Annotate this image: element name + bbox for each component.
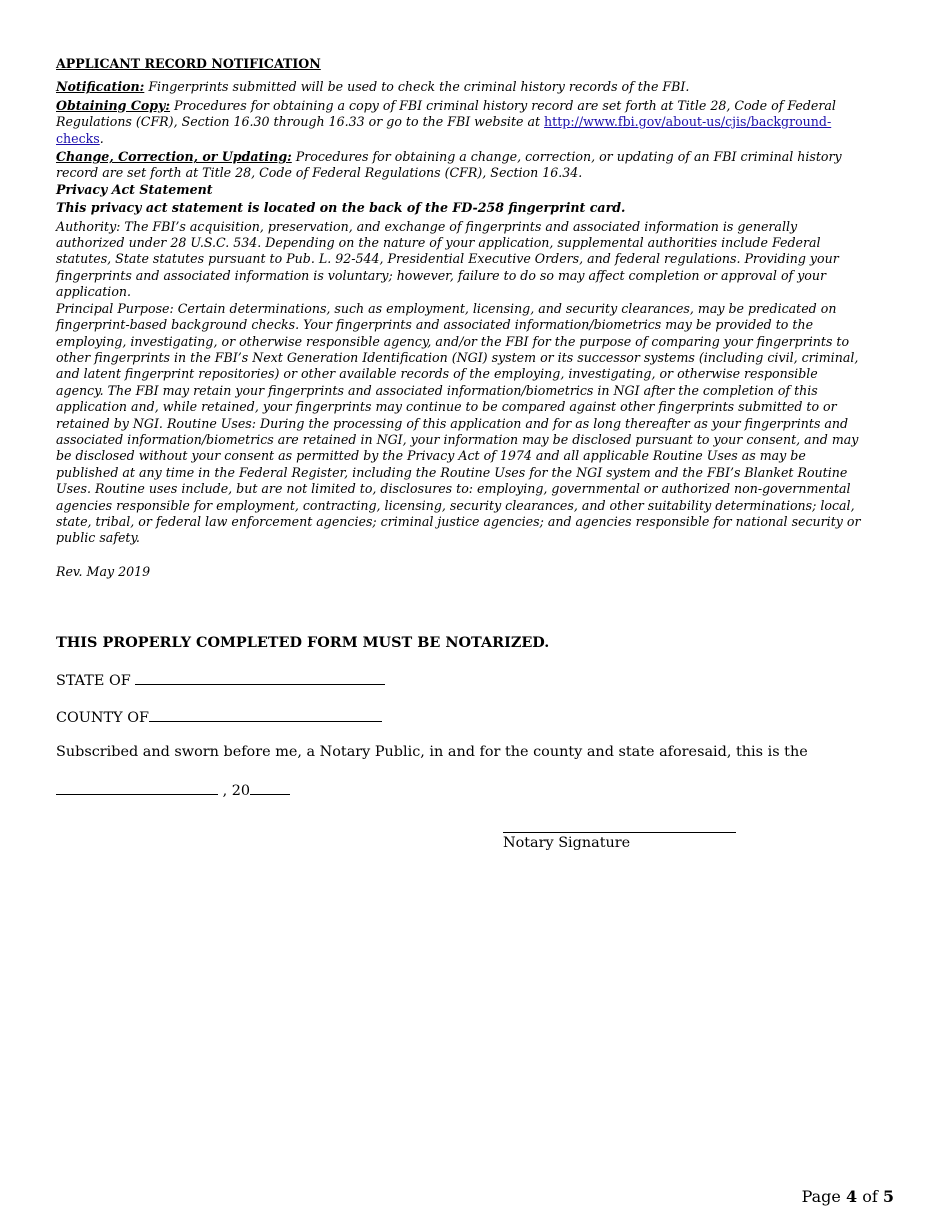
- page-number: [802, 1187, 894, 1206]
- privacy-act-location: This privacy act statement is located on the back of the FD-258 fingerprint card.: [56, 200, 626, 216]
- section-heading: APPLICANT RECORD NOTIFICATION: [56, 56, 321, 71]
- notification-paragraph: [56, 79, 866, 95]
- state-row: [56, 670, 385, 689]
- obtaining-copy-end: .: [99, 130, 104, 146]
- change-correction-label: Change, Correction, or Updating:: [56, 149, 292, 165]
- sworn-statement: Subscribed and sworn before me, a Notary Public, in and for the county and state aforesaid, this is the: [56, 744, 808, 760]
- signature-label: Notary Signature: [503, 835, 631, 851]
- revision-date: Rev. May 2019: [56, 563, 151, 579]
- year-prefix: , 20: [218, 783, 251, 799]
- obtaining-copy-paragraph: [56, 98, 866, 147]
- signature-line[interactable]: [503, 832, 736, 833]
- state-label: STATE OF: [56, 673, 136, 689]
- total-pages: 5: [882, 1187, 894, 1206]
- principal-purpose-paragraph: Principal Purpose: Certain determinations, such as employment, licensing, and security clearances, may be predicated on fingerprint-based background checks. Your fingerprints and associated information/biometrics may be provided to the employing, investigating, or otherwise responsible agency, and/or the FBI for the purpose of comparing your fingerprints to other fingerprints in the FBI’s Next Generation Identification (NGI) system or its successor systems (including civil, criminal, and latent fingerprint repositories) or other available records of the employing, investigating, or otherwise responsible agency. The FBI may retain your fingerprints and associated information/biometrics in NGI after the completion of this application and, while retained, your fingerprints may continue to be compared against other fingerprints submitted to or retained by NGI. Routine Uses: During the processing of this application and for as long thereafter as your fingerprints and associated information/biometrics are retained in NGI, your information may be disclosed pursuant to your consent, and may be disclosed without your consent as permitted by the Privacy Act of 1974 and all applicable Routine Uses as may be published at any time in the Federal Register, including the Routine Uses for the NGI system and the FBI’s Blanket Routine Uses. Routine uses include, but are not limited to, disclosures to: employing, governmental or authorized non-governmental agencies responsible for employment, contracting, licensing, security clearances, and other suitability determinations; local, state, tribal, or federal law enforcement agencies; criminal justice agencies; and agencies responsible for national security or public safety.: [56, 300, 861, 546]
- obtaining-copy-label: Obtaining Copy:: [56, 97, 171, 113]
- of-word: of: [857, 1187, 883, 1206]
- state-field[interactable]: [135, 670, 385, 685]
- county-row: [56, 707, 382, 726]
- county-field[interactable]: [149, 707, 382, 722]
- current-page: 4: [845, 1187, 858, 1206]
- notary-signature-block: [503, 832, 736, 851]
- authority-paragraph: Authority: The FBI’s acquisition, preservation, and exchange of fingerprints and associated information is generally authorized under 28 U.S.C. 534. Depending on the nature of your application, supplemental authorities include Federal statutes, State statutes pursuant to Pub. L. 92-544, Presidential Executive Orders, and federal regulations. Providing your fingerprints and associated information is voluntary; however, failure to do so may affect completion or approval of your application.: [56, 218, 839, 300]
- obtaining-copy-text: Procedures for obtaining a copy of FBI criminal history record are set forth at Title 28, Code of Federal Regulations (CFR), Section 16.30 through 16.33 or go to the FBI website at: [56, 97, 836, 130]
- notarize-notice: THIS PROPERLY COMPLETED FORM MUST BE NOTARIZED.: [56, 634, 550, 651]
- change-correction-text: Procedures for obtaining a change, correction, or updating of an FBI criminal history record are set forth at Title 28, Code of Federal Regulations (CFR), Section 16.34.: [56, 149, 842, 181]
- applicant-record-notification: [56, 56, 866, 580]
- year-field[interactable]: [250, 780, 290, 795]
- fbi-website-link[interactable]: http://www.fbi.gov/about-us/cjis/background-: [544, 114, 832, 130]
- notification-label: Notification:: [56, 79, 145, 95]
- county-label: COUNTY OF: [56, 710, 149, 726]
- page-word: Page: [801, 1187, 846, 1206]
- privacy-act-title: Privacy Act Statement: [56, 181, 213, 197]
- day-field[interactable]: [56, 780, 218, 795]
- notification-text: Fingerprints submitted will be used to check the criminal history records of the FBI.: [144, 79, 690, 95]
- notary-section: [56, 634, 896, 799]
- fbi-website-link-checks[interactable]: checks: [56, 130, 100, 146]
- date-row: [56, 780, 290, 799]
- change-correction-paragraph: [56, 149, 866, 182]
